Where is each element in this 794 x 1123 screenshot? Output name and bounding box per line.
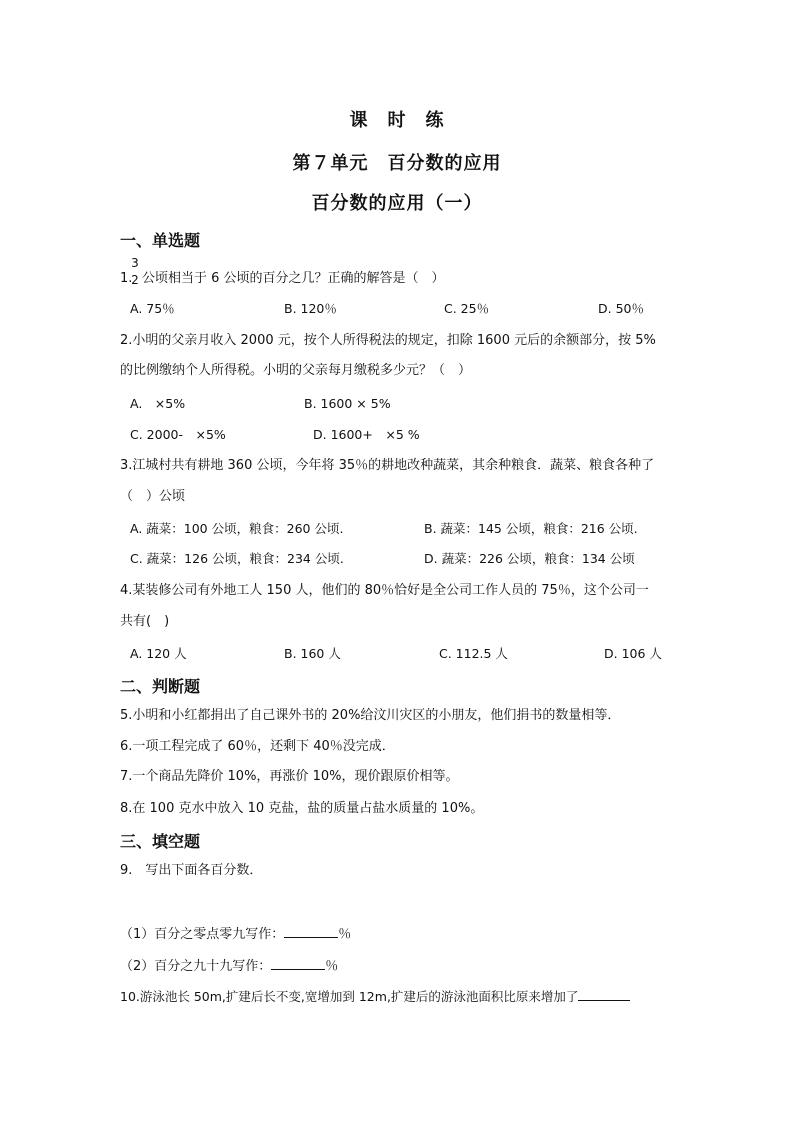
percent-sign: ％ (338, 927, 352, 942)
option-d[interactable]: D. 1600+ ×5 % (313, 427, 420, 442)
option-d[interactable]: D. 106 人 (604, 646, 662, 661)
prompt-text: （1）百分之零点零九写作： (120, 927, 285, 942)
option-c[interactable]: C. 112.5 人 (439, 646, 508, 661)
option-a[interactable]: A. 75％ (130, 301, 175, 316)
answer-blank[interactable] (271, 957, 325, 970)
question-text-cont: （ ）公顷 (120, 489, 186, 504)
option-b[interactable]: B. 120％ (284, 301, 337, 316)
question-6: 6.一项工程完成了 60％，还剩下 40％没完成． (120, 739, 395, 754)
question-9-part-2 (120, 957, 338, 976)
question-10 (120, 988, 630, 1006)
question-9: 9. 写出下面各百分数． (120, 863, 263, 878)
question-text: 3.江城村共有耕地 360 公顷，今年将 35％的耕地改种蔬菜，其余种粮食．蔬菜、粮食各种了 (120, 458, 655, 473)
option-b[interactable]: B. 1600 × 5% (304, 396, 391, 411)
question-text: 2.小明的父亲月收入 2000 元，按个人所得税法的规定，扣除 1600 元后的余额部分，按 5% (120, 333, 656, 348)
option-d[interactable]: D. 蔬菜：226 公顷，粮食：134 公顷 (424, 551, 635, 566)
fraction-numerator: 3 (131, 256, 139, 270)
question-text: 10.游泳池长 50m,扩建后长不变,宽增加到 12m,扩建后的游泳池面积比原来增加了 (120, 989, 579, 1004)
question-5: 5.小明和小红都捐出了自己课外书的 20%给汶川灾区的小朋友，他们捐书的数量相等． (120, 708, 621, 723)
question-9-part-1 (120, 925, 351, 944)
percent-sign: ％ (325, 959, 339, 974)
answer-blank[interactable] (578, 988, 630, 1001)
unit-title: 第７单元 百分数的应用 (292, 153, 502, 174)
section-true-false: 二、判断题 (120, 677, 201, 696)
option-c[interactable]: C. 25％ (444, 301, 490, 316)
question-text: 4.某装修公司有外地工人 150 人，他们的 80％恰好是全公司工作人员的 75％，这个公司一 (120, 583, 649, 598)
fraction-denominator: 2 (131, 273, 139, 287)
option-c[interactable]: C. 2000- ×5% (130, 427, 226, 442)
question-text: 公顷相当于 6 公顷的百分之几？正确的解答是（ ） (142, 271, 445, 286)
section-fill-blank: 三、填空题 (120, 832, 201, 851)
question-text-cont: 共有( ) (120, 614, 170, 629)
option-a[interactable]: A. 蔬菜：100 公顷，粮食：260 公顷. (130, 521, 344, 536)
question-text-cont: 的比例缴纳个人所得税。小明的父亲每月缴税多少元？（ ） (120, 363, 472, 378)
option-c[interactable]: C. 蔬菜：126 公顷，粮食：234 公顷. (130, 551, 344, 566)
question-number: 1. (120, 271, 133, 286)
question-8: 8.在 100 克水中放入 10 克盐，盐的质量占盐水质量的 10%。 (120, 801, 484, 816)
worksheet-title: 课 时 练 (349, 110, 445, 131)
option-b[interactable]: B. 160 人 (284, 646, 341, 661)
option-b[interactable]: B. 蔬菜：145 公顷，粮食：216 公顷. (424, 521, 638, 536)
option-a[interactable]: A. 120 人 (130, 646, 187, 661)
option-a[interactable]: A. ×5% (130, 396, 186, 411)
option-d[interactable]: D. 50％ (598, 301, 644, 316)
section-single-choice: 一、单选题 (120, 231, 201, 250)
question-7: 7.一个商品先降价 10%，再涨价 10%，现价跟原价相等。 (120, 769, 459, 784)
answer-blank[interactable] (284, 925, 338, 938)
lesson-title: 百分数的应用（一） (311, 193, 483, 214)
prompt-text: （2）百分之九十九写作： (120, 959, 272, 974)
